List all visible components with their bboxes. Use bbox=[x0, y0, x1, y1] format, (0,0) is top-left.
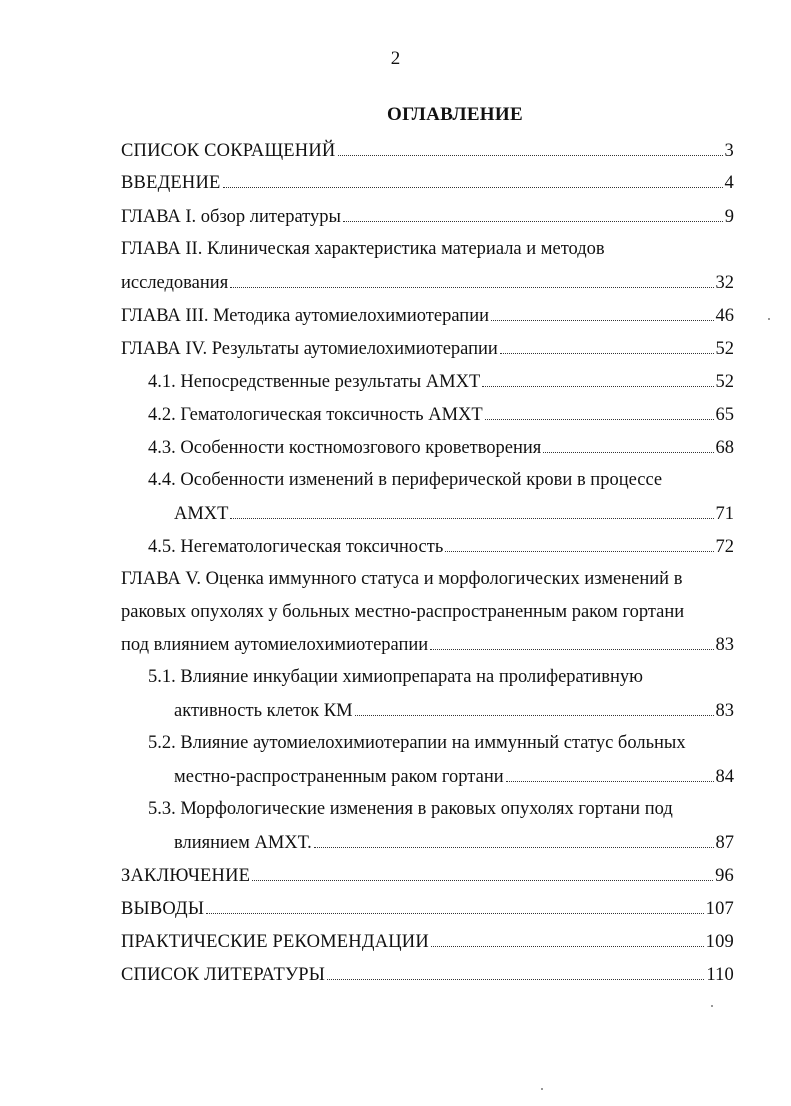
toc-entry-section-5-2-line1: 5.2. Влияние аутомиелохимиотерапии на иммунный статус больных bbox=[148, 733, 686, 753]
toc-entry-abbreviations[interactable] bbox=[121, 139, 734, 162]
toc-entry-recommendations[interactable] bbox=[121, 930, 734, 953]
toc-entry-page: 84 bbox=[715, 767, 734, 787]
scan-speck bbox=[541, 1088, 543, 1090]
toc-entry-page: 87 bbox=[715, 833, 734, 853]
toc-entry-conclusion[interactable] bbox=[121, 864, 734, 887]
toc-entry-page: 68 bbox=[715, 438, 734, 458]
toc-entry-page: 72 bbox=[715, 537, 734, 557]
dot-leader bbox=[343, 205, 723, 222]
toc-entry-text: 4.5. Негематологическая токсичность bbox=[148, 537, 444, 557]
dot-leader bbox=[206, 897, 703, 914]
toc-entry-section-5-3[interactable] bbox=[174, 831, 734, 854]
toc-entry-text: ГЛАВА I. обзор литературы bbox=[121, 207, 341, 227]
toc-entry-chapter-2[interactable] bbox=[121, 271, 734, 294]
page-number: 2 bbox=[390, 48, 401, 69]
toc-entry-section-4-5[interactable] bbox=[148, 535, 734, 558]
toc-entry-text: ВВЕДЕНИЕ bbox=[121, 173, 221, 193]
dot-leader bbox=[327, 963, 704, 980]
toc-entry-chapter-1[interactable] bbox=[121, 205, 734, 228]
toc-entry-page: 52 bbox=[715, 339, 734, 359]
toc-entry-page: 3 bbox=[724, 141, 734, 161]
dot-leader bbox=[430, 633, 713, 650]
toc-entry-text: СПИСОК ЛИТЕРАТУРЫ bbox=[121, 965, 326, 985]
dot-leader bbox=[491, 304, 713, 321]
toc-entry-references[interactable] bbox=[121, 963, 734, 986]
toc-entry-text: местно-распространенным раком гортани bbox=[174, 767, 504, 787]
toc-entry-text: ГЛАВА IV. Результаты аутомиелохимиотерапии bbox=[121, 339, 498, 359]
toc-entry-chapter-4[interactable] bbox=[121, 337, 734, 360]
toc-entry-chapter-2-line1: ГЛАВА II. Клиническая характеристика материала и методов bbox=[121, 239, 605, 259]
toc-entry-text: СПИСОК СОКРАЩЕНИЙ bbox=[121, 141, 336, 161]
toc-entry-page: 109 bbox=[705, 932, 734, 952]
toc-entry-chapter-5[interactable] bbox=[121, 633, 734, 656]
toc-entry-section-4-4[interactable] bbox=[174, 502, 734, 525]
toc-entry-text: исследования bbox=[121, 273, 229, 293]
dot-leader bbox=[230, 271, 713, 288]
toc-entry-page: 4 bbox=[724, 173, 734, 193]
dot-leader bbox=[338, 139, 723, 156]
dot-leader bbox=[482, 370, 713, 387]
dot-leader bbox=[485, 403, 714, 420]
toc-entry-chapter-3[interactable] bbox=[121, 304, 734, 327]
toc-entry-page: 110 bbox=[706, 965, 734, 985]
toc-entry-text: ЗАКЛЮЧЕНИЕ bbox=[121, 866, 251, 886]
toc-entry-text: влиянием АМХТ. bbox=[174, 833, 312, 853]
toc-entry-text: ГЛАВА III. Методика аутомиелохимиотерапии bbox=[121, 306, 490, 326]
toc-entry-page: 46 bbox=[715, 306, 734, 326]
toc-entry-section-5-1[interactable] bbox=[174, 699, 734, 722]
toc-entry-page: 65 bbox=[715, 405, 734, 425]
dot-leader bbox=[314, 831, 714, 848]
scan-speck bbox=[768, 318, 770, 320]
dot-leader bbox=[543, 436, 713, 453]
toc-entry-text: 4.2. Гематологическая токсичность АМХТ bbox=[148, 405, 483, 425]
dot-leader bbox=[252, 864, 713, 881]
toc-entry-section-5-3-line1: 5.3. Морфологические изменения в раковых опухолях гортани под bbox=[148, 799, 673, 819]
scan-speck bbox=[711, 1005, 713, 1007]
dot-leader bbox=[223, 171, 723, 188]
toc-entry-chapter-5-line2: раковых опухолях у больных местно-распространенным раком гортани bbox=[121, 602, 685, 622]
dot-leader bbox=[431, 930, 704, 947]
toc-entry-page: 32 bbox=[715, 273, 734, 293]
toc-entry-text: активность клеток КМ bbox=[174, 701, 353, 721]
toc-entry-section-4-3[interactable] bbox=[148, 436, 734, 459]
dot-leader bbox=[230, 502, 713, 519]
toc-entry-text: 4.1. Непосредственные результаты АМХТ bbox=[148, 372, 481, 392]
toc-entry-section-4-2[interactable] bbox=[148, 403, 734, 426]
toc-entry-section-5-1-line1: 5.1. Влияние инкубации химиопрепарата на пролиферативную bbox=[148, 667, 643, 687]
dot-leader bbox=[355, 699, 714, 716]
toc-entry-text: 4.3. Особенности костномозгового кроветворения bbox=[148, 438, 542, 458]
toc-entry-page: 83 bbox=[715, 635, 734, 655]
toc-entry-section-4-4-line1: 4.4. Особенности изменений в периферической крови в процессе bbox=[148, 470, 663, 490]
dot-leader bbox=[506, 765, 714, 782]
toc-entry-page: 83 bbox=[715, 701, 734, 721]
toc-entry-findings[interactable] bbox=[121, 897, 734, 920]
toc-entry-section-5-2[interactable] bbox=[174, 765, 734, 788]
toc-entry-introduction[interactable] bbox=[121, 171, 734, 194]
toc-entry-text: под влиянием аутомиелохимиотерапии bbox=[121, 635, 429, 655]
toc-entry-page: 107 bbox=[705, 899, 734, 919]
toc-entry-page: 96 bbox=[715, 866, 734, 886]
dot-leader bbox=[500, 337, 714, 354]
toc-entry-page: 71 bbox=[715, 504, 734, 524]
toc-entry-section-4-1[interactable] bbox=[148, 370, 734, 393]
toc-entry-chapter-5-line1: ГЛАВА V. Оценка иммунного статуса и морфологических изменений в bbox=[121, 569, 683, 589]
toc-title: ОГЛАВЛЕНИЕ bbox=[387, 104, 523, 125]
toc-entry-text: АМХТ bbox=[174, 504, 229, 524]
toc-entry-text: ПРАКТИЧЕСКИЕ РЕКОМЕНДАЦИИ bbox=[121, 932, 429, 952]
dot-leader bbox=[445, 535, 713, 552]
toc-entry-text: ВЫВОДЫ bbox=[121, 899, 205, 919]
toc-entry-page: 9 bbox=[724, 207, 734, 227]
toc-entry-page: 52 bbox=[715, 372, 734, 392]
